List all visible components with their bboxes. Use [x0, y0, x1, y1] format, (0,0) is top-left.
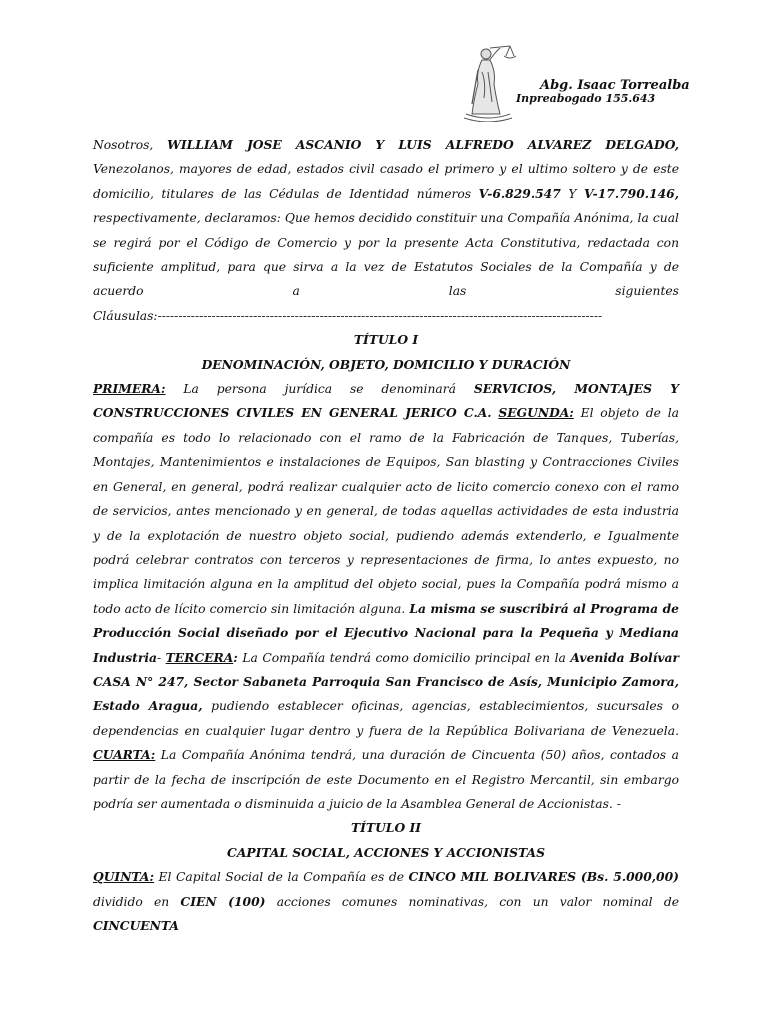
clause-primera-label: PRIMERA:: [93, 381, 166, 397]
titulo-1-title: TÍTULO I: [353, 332, 419, 348]
titulo-2-title: TÍTULO II: [351, 820, 421, 836]
id-number-2: V-17.790.146,: [583, 185, 679, 201]
dash-rule: -----------------------------------------------------------------------------------------------------------: [157, 308, 603, 323]
titulo-2-subtitle: CAPITAL SOCIAL, ACCIONES Y ACCIONISTAS: [227, 844, 545, 860]
founders-names: WILLIAM JOSE ASCANIO Y LUIS ALFREDO ALVAREZ DELGADO,: [167, 137, 679, 152]
clause-cuarta-label: CUARTA:: [93, 747, 156, 763]
company-address: Avenida Bolívar CASA N° 247, Sector Sabaneta Parroquia San Francisco de Asís, Municipio Zamora, Estado Aragua,: [93, 649, 679, 714]
lawyer-registration: Inpreabogado 155.643: [516, 92, 656, 105]
document-body: [93, 133, 679, 938]
lady-justice-icon: [460, 42, 516, 122]
titulo-1-subtitle: DENOMINACIÓN, OBJETO, DOMICILIO Y DURACIÓN: [201, 356, 571, 372]
social-program-text: La misma se suscribirá al Programa de Producción Social diseñado por el Ejecutivo Nacional para la Pequeña y Mediana Industria: [93, 600, 679, 665]
clause-tercera-label: TERCERA: [165, 649, 234, 665]
company-name: SERVICIOS, MONTAJES Y CONSTRUCCIONES CIVILES EN GENERAL JERICO C.A.: [93, 381, 679, 421]
share-count: CIEN (100): [180, 893, 266, 909]
id-number-1: V-6.829.547: [478, 185, 561, 201]
clause-segunda-label: SEGUNDA:: [498, 405, 574, 421]
lawyer-name: Abg. Isaac Torrealba: [540, 78, 690, 93]
nominal-value: CINCUENTA: [93, 918, 179, 933]
clauses-2-paragraph: QUINTA: El Capital Social de la Compañía es de CINCO MIL BOLIVARES (Bs. 5.000,00) dividido en CIEN (100) acciones comunes nominativas, con un valor nominal de CINCUENTA: [93, 869, 679, 933]
clause-quinta-label: QUINTA:: [93, 869, 154, 885]
capital-amount: CINCO MIL BOLIVARES (Bs. 5.000,00): [408, 869, 679, 885]
clauses-1-paragraph: PRIMERA: La persona jurídica se denominará SERVICIOS, MONTAJES Y CONSTRUCCIONES CIVILES EN GENERAL JERICO C.A. SEGUNDA: El objeto de la compañía es todo lo relacionado con el ramo de la Fabricación de Tanques, Tuberías, Montajes, Mantenimientos e instalaciones de Equipos, San blasting y Contracciones Civiles en General, en general, podrá realizar cualquier acto de licito comercio conexo con el ramo de servicios, antes mencionado y en general, de todas aquellas actividades de esta industria y de la explotación de nuestro objeto social, pudiendo además extenderlo, e Igualmente podrá celebrar contratos con terceros y representaciones de firma, lo antes expuesto, no implica limitación alguna en la amplitud del objeto social, pues la Compañía podrá mismo a todo acto de lícito comercio sin limitación alguna. La misma se suscribirá al Programa de Producción Social diseñado por el Ejecutivo Nacional para la Pequeña y Mediana Industria- TERCERA: La Compañía tendrá como domicilio principal en la Avenida Bolívar CASA N° 247, Sector Sabaneta Parroquia San Francisco de Asís, Municipio Zamora, Estado Aragua, pudiendo establecer oficinas, agencias, establecimientos, sucursales o dependencias en cualquier lugar dentro y fuera de la República Bolivariana de Venezuela. CUARTA: La Compañía Anónima tendrá, una duración de Cincuenta (50) años, contados a partir de la fecha de inscripción de este Documento en el Registro Mercantil, sin embargo podría ser aumentada o disminuida a juicio de la Asamblea General de Accionistas. -: [93, 381, 679, 811]
intro-paragraph: Nosotros, WILLIAM JOSE ASCANIO Y LUIS ALFREDO ALVAREZ DELGADO, Venezolanos, mayores de edad, estados civil casado el primero y el ultimo soltero y de este domicilio, titulares de las Cédulas de Identidad números V-6.829.547 Y V-17.790.146, respectivamente, declaramos: Que hemos decidido constituir una Compañía Anónima, la cual se regirá por el Código de Comercio y por la presente Acta Constitutiva, redactada con suficiente amplitud, para que sirva a la vez de Estatutos Sociales de la Compañía y de acuerdo a las siguientes Cláusulas:-----------------------------------------------------------------------------------------------------------: [93, 137, 679, 323]
